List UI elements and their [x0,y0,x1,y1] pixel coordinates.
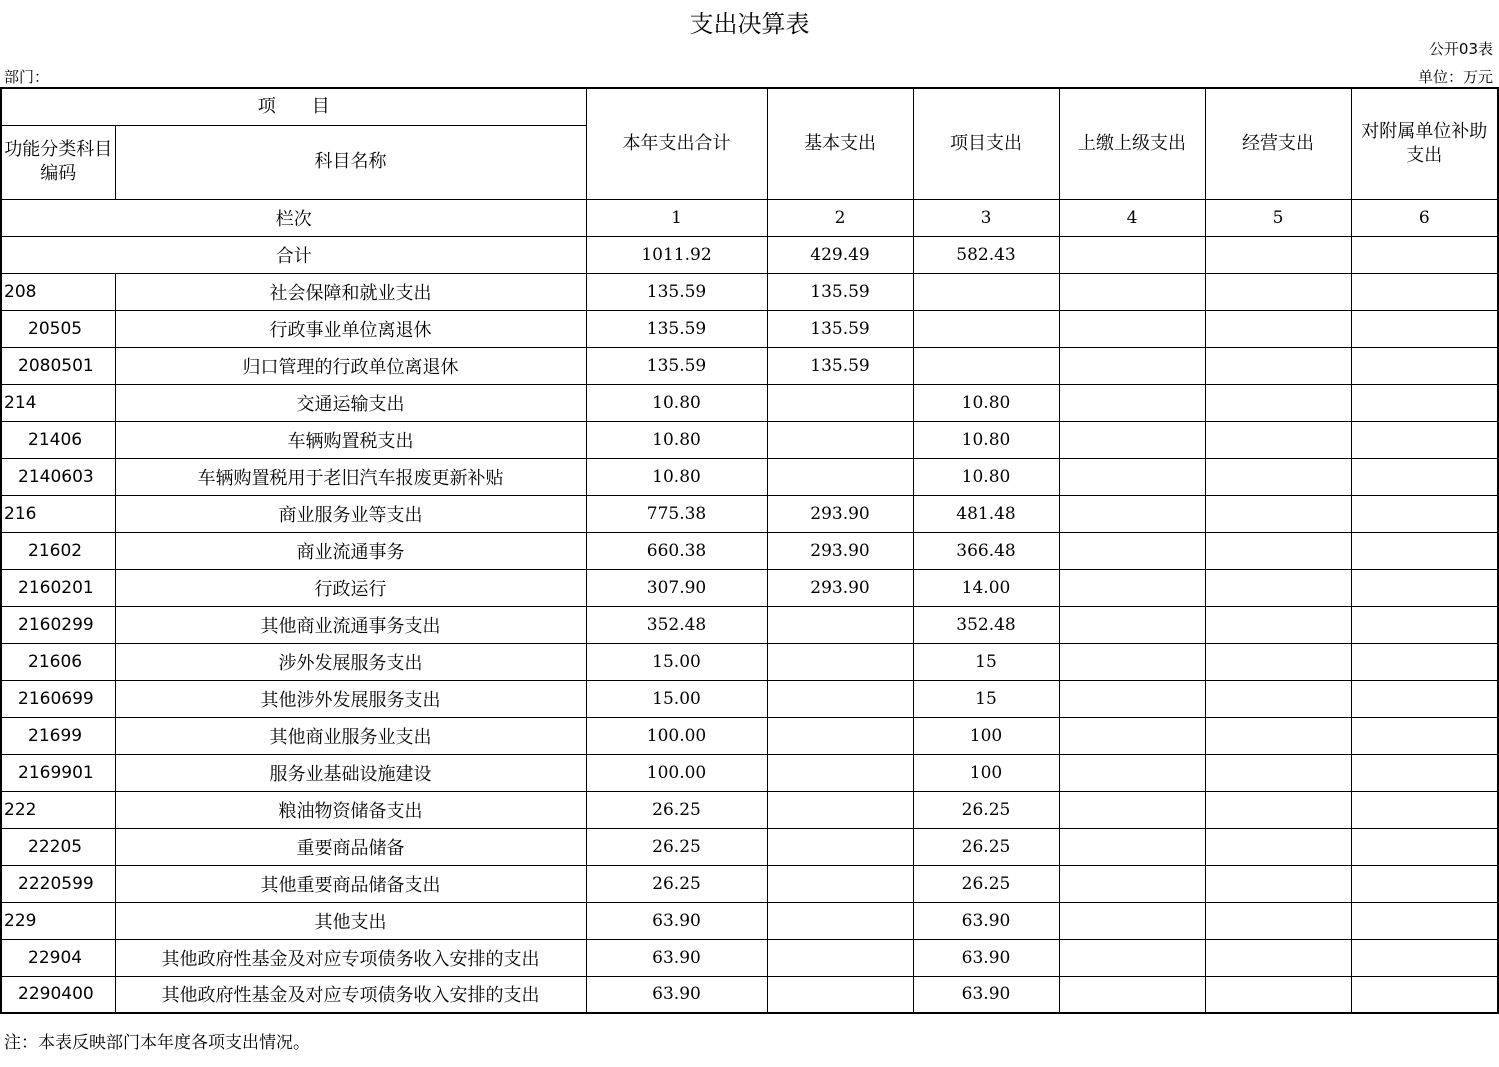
subsidy-cell [1351,458,1498,495]
table-row [1,569,1498,606]
header-total: 本年支出合计 [586,88,767,199]
business-cell [1205,310,1351,347]
table-row [1,828,1498,865]
name-cell: 其他政府性基金及对应专项债务收入安排的支出 [115,939,586,976]
total-cell: 63.90 [586,902,767,939]
code-cell: 21699 [1,717,115,754]
project-cell: 14.00 [913,569,1059,606]
code-cell: 21602 [1,532,115,569]
superior-cell [1059,791,1205,828]
business-cell [1205,828,1351,865]
subsidy-cell [1351,680,1498,717]
business-cell [1205,384,1351,421]
project-cell: 352.48 [913,606,1059,643]
column-index-4: 4 [1059,199,1205,236]
total-cell: 135.59 [586,347,767,384]
superior-cell [1059,384,1205,421]
sum-label: 合计 [1,236,586,273]
name-cell: 其他政府性基金及对应专项债务收入安排的支出 [115,976,586,1013]
project-cell: 63.90 [913,902,1059,939]
project-cell: 100 [913,754,1059,791]
business-cell [1205,976,1351,1013]
table-row [1,976,1498,1013]
code-cell: 2160299 [1,606,115,643]
total-cell: 63.90 [586,976,767,1013]
total-cell: 100.00 [586,754,767,791]
table-row [1,939,1498,976]
superior-cell [1059,421,1205,458]
table-row [1,791,1498,828]
business-cell [1205,606,1351,643]
subsidy-cell [1351,273,1498,310]
name-cell: 其他支出 [115,902,586,939]
code-cell: 21606 [1,643,115,680]
code-cell: 208 [1,273,115,310]
name-cell: 行政事业单位离退休 [115,310,586,347]
subsidy-cell [1351,828,1498,865]
business-cell [1205,680,1351,717]
superior-cell [1059,458,1205,495]
sum-basic: 429.49 [767,236,913,273]
business-cell [1205,717,1351,754]
code-cell: 22904 [1,939,115,976]
superior-cell [1059,976,1205,1013]
name-cell: 其他重要商品储备支出 [115,865,586,902]
table-row [1,310,1498,347]
header-name: 科目名称 [115,125,586,199]
project-cell: 481.48 [913,495,1059,532]
table-row [1,458,1498,495]
business-cell [1205,865,1351,902]
basic-cell [767,384,913,421]
basic-cell: 135.59 [767,347,913,384]
project-cell: 26.25 [913,865,1059,902]
basic-cell [767,865,913,902]
subsidy-cell [1351,606,1498,643]
name-cell: 交通运输支出 [115,384,586,421]
code-cell: 2169901 [1,754,115,791]
table-row [1,680,1498,717]
superior-cell [1059,347,1205,384]
table-row [1,421,1498,458]
business-cell [1205,791,1351,828]
project-cell: 366.48 [913,532,1059,569]
project-cell: 63.90 [913,976,1059,1013]
project-cell: 10.80 [913,384,1059,421]
superior-cell [1059,495,1205,532]
subsidy-cell [1351,976,1498,1013]
total-cell: 26.25 [586,828,767,865]
basic-cell: 293.90 [767,532,913,569]
name-cell: 服务业基础设施建设 [115,754,586,791]
basic-cell: 293.90 [767,569,913,606]
page-title: 支出决算表 [689,10,810,38]
name-cell: 商业服务业等支出 [115,495,586,532]
header-superior: 上缴上级支出 [1059,88,1205,199]
table-row [1,865,1498,902]
superior-cell [1059,569,1205,606]
total-cell: 15.00 [586,643,767,680]
name-cell: 其他商业服务业支出 [115,717,586,754]
subsidy-cell [1351,791,1498,828]
superior-cell [1059,754,1205,791]
code-cell: 2140603 [1,458,115,495]
basic-cell: 135.59 [767,273,913,310]
code-cell: 21406 [1,421,115,458]
total-cell: 100.00 [586,717,767,754]
name-cell: 涉外发展服务支出 [115,643,586,680]
superior-cell [1059,865,1205,902]
name-cell: 重要商品储备 [115,828,586,865]
column-index-3: 3 [913,199,1059,236]
sum-total: 1011.92 [586,236,767,273]
name-cell: 归口管理的行政单位离退休 [115,347,586,384]
total-cell: 10.80 [586,421,767,458]
code-cell: 22205 [1,828,115,865]
subsidy-cell [1351,421,1498,458]
table-row [1,902,1498,939]
project-cell [913,310,1059,347]
code-cell: 216 [1,495,115,532]
business-cell [1205,643,1351,680]
business-cell [1205,347,1351,384]
business-cell [1205,939,1351,976]
superior-cell [1059,717,1205,754]
subsidy-cell [1351,384,1498,421]
header-business: 经营支出 [1205,88,1351,199]
superior-cell [1059,310,1205,347]
code-cell: 229 [1,902,115,939]
name-cell: 粮油物资储备支出 [115,791,586,828]
basic-cell [767,976,913,1013]
code-cell: 2220599 [1,865,115,902]
table-row [1,384,1498,421]
code-cell: 2290400 [1,976,115,1013]
business-cell [1205,273,1351,310]
header-code: 功能分类科目编码 [1,125,115,199]
footnote: 注：本表反映部门本年度各项支出情况。 [4,1033,310,1053]
table-number: 公开03表 [1428,40,1493,58]
total-cell: 26.25 [586,865,767,902]
column-index-1: 1 [586,199,767,236]
business-cell [1205,458,1351,495]
project-cell [913,273,1059,310]
code-cell: 2160699 [1,680,115,717]
sum-business [1205,236,1351,273]
code-cell: 20505 [1,310,115,347]
project-cell: 63.90 [913,939,1059,976]
basic-cell [767,421,913,458]
total-cell: 775.38 [586,495,767,532]
subsidy-cell [1351,347,1498,384]
expenditure-table [0,87,1499,1014]
unit-label: 单位：万元 [1417,68,1493,86]
subsidy-cell [1351,569,1498,606]
column-index-5: 5 [1205,199,1351,236]
basic-cell [767,902,913,939]
sum-project: 582.43 [913,236,1059,273]
subsidy-cell [1351,532,1498,569]
business-cell [1205,902,1351,939]
subsidy-cell [1351,310,1498,347]
code-cell: 214 [1,384,115,421]
superior-cell [1059,532,1205,569]
business-cell [1205,495,1351,532]
basic-cell [767,606,913,643]
basic-cell [767,791,913,828]
total-cell: 135.59 [586,273,767,310]
superior-cell [1059,273,1205,310]
subsidy-cell [1351,865,1498,902]
business-cell [1205,569,1351,606]
basic-cell [767,643,913,680]
project-cell: 15 [913,643,1059,680]
column-index-2: 2 [767,199,913,236]
name-cell: 社会保障和就业支出 [115,273,586,310]
project-cell: 26.25 [913,791,1059,828]
project-cell: 100 [913,717,1059,754]
total-cell: 15.00 [586,680,767,717]
subsidy-cell [1351,717,1498,754]
name-cell: 车辆购置税用于老旧汽车报废更新补贴 [115,458,586,495]
table-row [1,717,1498,754]
basic-cell [767,828,913,865]
department-label: 部门： [4,68,50,86]
column-index-row [1,199,1498,236]
superior-cell [1059,902,1205,939]
subsidy-cell [1351,754,1498,791]
superior-cell [1059,643,1205,680]
total-cell: 352.48 [586,606,767,643]
name-cell: 其他涉外发展服务支出 [115,680,586,717]
basic-cell [767,717,913,754]
code-cell: 2160201 [1,569,115,606]
table-row [1,273,1498,310]
basic-cell: 293.90 [767,495,913,532]
table-row [1,532,1498,569]
superior-cell [1059,606,1205,643]
table-row [1,606,1498,643]
header-project: 项目支出 [913,88,1059,199]
subsidy-cell [1351,643,1498,680]
column-index-label: 栏次 [1,199,586,236]
superior-cell [1059,680,1205,717]
sum-superior [1059,236,1205,273]
subsidy-cell [1351,939,1498,976]
table-row [1,643,1498,680]
superior-cell [1059,939,1205,976]
subsidy-cell [1351,902,1498,939]
total-cell: 660.38 [586,532,767,569]
total-cell: 10.80 [586,458,767,495]
basic-cell [767,680,913,717]
code-cell: 2080501 [1,347,115,384]
project-cell: 10.80 [913,458,1059,495]
table-row [1,495,1498,532]
superior-cell [1059,828,1205,865]
total-cell: 26.25 [586,791,767,828]
total-cell: 63.90 [586,939,767,976]
business-cell [1205,421,1351,458]
basic-cell: 135.59 [767,310,913,347]
sum-row [1,236,1498,273]
subsidy-cell [1351,495,1498,532]
name-cell: 其他商业流通事务支出 [115,606,586,643]
table-row [1,347,1498,384]
project-cell: 10.80 [913,421,1059,458]
total-cell: 307.90 [586,569,767,606]
project-cell: 15 [913,680,1059,717]
project-cell: 26.25 [913,828,1059,865]
total-cell: 10.80 [586,384,767,421]
table-row [1,754,1498,791]
header-basic: 基本支出 [767,88,913,199]
sum-subsidy [1351,236,1498,273]
business-cell [1205,532,1351,569]
code-cell: 222 [1,791,115,828]
basic-cell [767,939,913,976]
basic-cell [767,458,913,495]
total-cell: 135.59 [586,310,767,347]
name-cell: 车辆购置税支出 [115,421,586,458]
basic-cell [767,754,913,791]
column-index-6: 6 [1351,199,1498,236]
business-cell [1205,754,1351,791]
project-cell [913,347,1059,384]
name-cell: 行政运行 [115,569,586,606]
name-cell: 商业流通事务 [115,532,586,569]
header-item: 项 目 [1,88,586,125]
header-subsidy: 对附属单位补助支出 [1351,88,1498,199]
